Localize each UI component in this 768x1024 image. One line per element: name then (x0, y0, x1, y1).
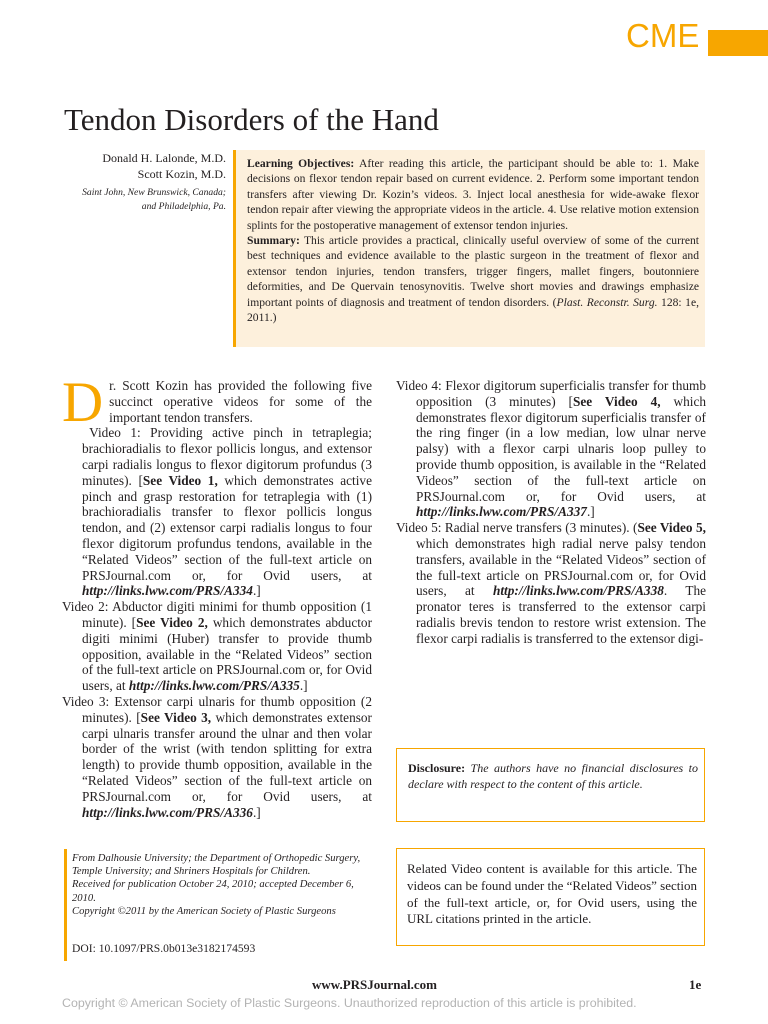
video-2-item: Video 2: Abductor digiti minimi for thumb opposition (1 minute). [See Video 2, which demonstrates abductor digiti minimi (Huber) transfer to provide thumb opposition, available in the “Related Videos” section of the full-text article on PRSJournal.com or, for Ovid users, at http://links.lww.com/PRS/A335.] (62, 599, 372, 694)
video-4-link[interactable]: http://links.lww.com/PRS/A337 (416, 504, 587, 520)
author-list (40, 151, 226, 182)
article-title: Tendon Disorders of the Hand (64, 102, 439, 137)
summary-label: Summary: (247, 234, 300, 248)
author-name: Scott Kozin, M.D. (137, 166, 226, 181)
learning-objectives-text: After reading this article, the participant should be able to: 1. Make decisions on flexor tendon repair based on current evidence. 2. Perform some important tendon transfers after viewing Dr. Kozin’s videos. 3. Inject local anesthesia for wide-awake flexor tendon repair after viewing the appropriate videos in the article. 4. Use relative motion extension splints for the postoperative management of extensor tendon injuries. (247, 157, 699, 232)
copyright-notice: Copyright © American Society of Plastic Surgeons. Unauthorized reproduction of this article is prohibited. (62, 996, 637, 1010)
video-1-ref[interactable]: See Video 1, (142, 472, 218, 488)
drop-cap: D (62, 371, 104, 434)
doi-text: DOI: 10.1097/PRS.0b013e3182174593 (72, 942, 256, 955)
body-column-left (62, 371, 372, 820)
learning-objectives-label: Learning Objectives: (247, 157, 355, 170)
cme-label: CME (626, 17, 700, 54)
intro-paragraph (62, 371, 372, 434)
footnote-received: Received for publication October 24, 2010; accepted December 6, 2010. (72, 879, 354, 904)
page-number: 1e (689, 977, 702, 992)
video-3-link[interactable]: http://links.lww.com/PRS/A336 (82, 804, 253, 820)
video-2-link[interactable]: http://links.lww.com/PRS/A335 (128, 678, 300, 694)
video-2-ref[interactable]: See Video 2, (136, 614, 208, 630)
footer-journal-url[interactable]: www.PRSJournal.com (312, 977, 437, 992)
video-1-item: Video 1: Providing active pinch in tetraplegia; brachioradialis to flexor pollicis longus, and extensor carpi radialis longus to flexor digitorum profundus (3 minutes). [See Video 1, which demonstrates active pinch and grasp restoration for tetraplegia with (1) brachioradialis transfer to flexor pollicis longus tendon, and (2) extensor carpi radialis longus to four flexor digitorum profundus tendons, available in the “Related Videos” section of the full-text article on PRSJournal.com or, for Ovid users, at http://links.lww.com/PRS/A334.] (82, 425, 372, 599)
intro-text: r. Scott Kozin has provided the following five succinct operative videos for some of the important tendon transfers. (109, 378, 372, 425)
disclosure-label: Disclosure: (408, 761, 466, 775)
video-3-item: Video 3: Extensor carpi ulnaris for thumb opposition (2 minutes). [See Video 3, which demonstrates extensor carpi ulnaris transfer around the ulnar and then volar border of the wrist (with tendon splitting for extra length) to provide thumb opposition, available in the “Related Videos” section of the full-text article on PRSJournal.com or, for Ovid users, at http://links.lww.com/PRS/A336.] (62, 693, 372, 820)
footnote-from: From Dalhousie University; the Department of Orthopedic Surgery, Temple University; and Shriners Hospitals for Children. (72, 853, 361, 878)
video-5-ref[interactable]: See Video 5, (637, 520, 706, 536)
footnote (72, 852, 374, 918)
video-4-ref[interactable]: See Video 4, (573, 393, 661, 409)
disclosure-text (408, 760, 698, 792)
footnote-accent-bar (64, 849, 67, 961)
footnote-copyright: Copyright ©2011 by the American Society of Plastic Surgeons (72, 905, 336, 917)
affiliation-line: and Philadelphia, Pa. (141, 200, 226, 212)
disclosure-body: The authors have no financial disclosures to declare with respect to the content of this article. (408, 761, 698, 791)
video-3-ref[interactable]: See Video 3, (140, 709, 212, 725)
cme-banner-bar (708, 30, 768, 56)
video-5-link[interactable]: http://links.lww.com/PRS/A338 (492, 583, 664, 599)
author-name: Donald H. Lalonde, M.D. (102, 151, 226, 165)
citation-journal: Plast. Reconstr. Surg. (556, 295, 658, 309)
citation-open: ( (549, 295, 557, 309)
author-affiliation (40, 186, 226, 213)
related-video-note: Related Video content is available for this article. The videos can be found under the “Related Videos” section of the full-text article, or, for Ovid users, using the URL citations printed in the article. (407, 861, 697, 927)
affiliation-line: Saint John, New Brunswick, Canada; (82, 187, 226, 198)
video-1-link[interactable]: http://links.lww.com/PRS/A334 (82, 583, 253, 599)
body-column-right (396, 378, 706, 647)
objectives-text (247, 156, 699, 325)
citation-rest: 128: 1e, 2011.) (247, 295, 700, 325)
summary-text: This article provides a practical, clinically useful overview of some of the current best techniques and evidence available to the plastic surgeon in the treatment of flexor and extensor tendon injuries, tendon transfers, trigger fingers, mallet fingers, boutonniere deformities, and De Quervain tenosynovitis. Twelve short movies and drawings emphasize important points of diagnosis and treatment of tendon disorders. (247, 234, 699, 309)
video-4-item: Video 4: Flexor digitorum superficialis transfer for thumb opposition (3 minutes) [See Video 4, which demonstrates flexor digitorum superficialis transfer of the ring finger (in a low median, low ulnar nerve palsy) with a flexor carpi ulnaris loop pulley to provide thumb opposition, is available in the “Related Videos” section of the full-text article on PRSJournal.com or, for Ovid users, at http://links.lww.com/PRS/A337.] (396, 378, 706, 520)
video-5-item: Video 5: Radial nerve transfers (3 minutes). (See Video 5, which demonstrates high radial nerve palsy tendon transfers, available in the “Related Videos” section of the full-text article on PRSJournal.com or, for Ovid users, at http://links.lww.com/PRS/A338. The pronator teres is transferred to the extensor carpi radialis brevis tendon to restore wrist extension. The flexor carpi radialis is transferred to the extensor digi- (396, 520, 706, 646)
